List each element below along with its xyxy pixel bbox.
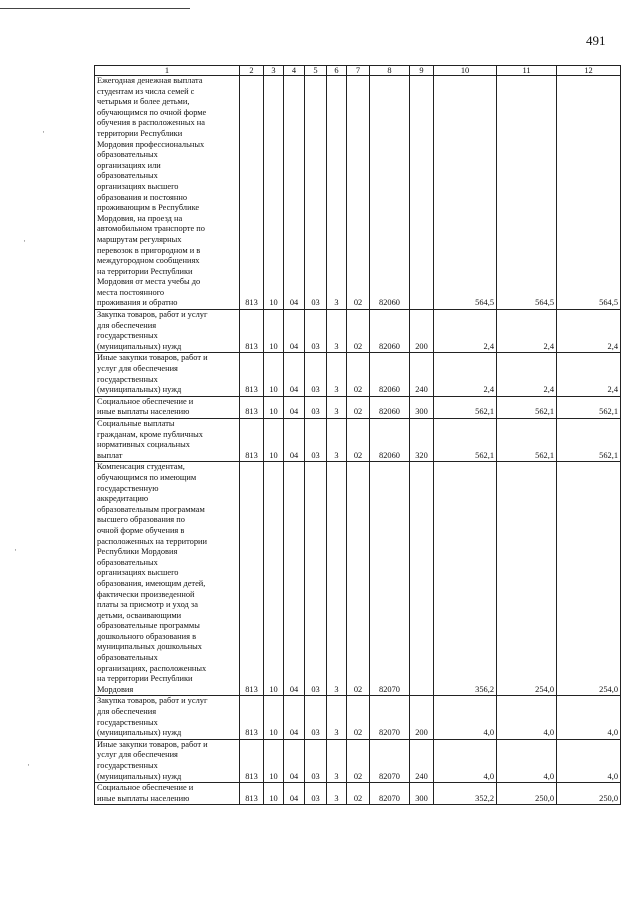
description-line: образования и постоянно xyxy=(97,192,188,202)
table-cell: 320 xyxy=(410,419,434,462)
row-description xyxy=(95,310,240,353)
table-cell: 03 xyxy=(305,462,327,696)
table-cell: 564,5 xyxy=(557,76,621,310)
description-line: (муниципальных) нужд xyxy=(97,385,182,395)
table-cell: 300 xyxy=(410,783,434,805)
table-cell: 2,4 xyxy=(434,310,497,353)
top-rule xyxy=(0,8,190,9)
table-cell: 813 xyxy=(240,76,264,310)
table-cell: 813 xyxy=(240,396,264,418)
table-cell: 352,2 xyxy=(434,783,497,805)
description-line: территории Республики xyxy=(97,128,183,138)
page-number: 491 xyxy=(586,33,606,48)
table-cell: 3 xyxy=(327,462,347,696)
table-row xyxy=(95,353,621,396)
table-cell: 3 xyxy=(327,310,347,353)
description-line: образовательных xyxy=(97,653,158,663)
table-cell: 250,0 xyxy=(557,783,621,805)
description-line: иные выплаты населению xyxy=(97,793,190,803)
margin-mark: · xyxy=(42,127,45,137)
table-cell: 564,5 xyxy=(434,76,497,310)
description-line: Республики Мордовия xyxy=(97,547,178,557)
description-line: расположенных на территории xyxy=(97,536,208,546)
description-line: платы за присмотр и уход за xyxy=(97,600,198,610)
table-cell xyxy=(410,462,434,696)
table-cell: 564,5 xyxy=(497,76,557,310)
table-cell: 03 xyxy=(305,739,327,782)
table-cell: 4,0 xyxy=(497,696,557,739)
description-line: государственных xyxy=(97,374,158,384)
table-cell: 03 xyxy=(305,310,327,353)
table-cell: 254,0 xyxy=(557,462,621,696)
table-row xyxy=(95,783,621,805)
header-row xyxy=(95,66,621,76)
table-cell: 03 xyxy=(305,783,327,805)
header-cell: 9 xyxy=(410,66,434,76)
row-description xyxy=(95,419,240,462)
table-cell: 04 xyxy=(284,462,305,696)
margin-mark: · xyxy=(27,760,30,770)
margin-mark: · xyxy=(14,545,17,555)
table-cell: 02 xyxy=(347,739,370,782)
description-line: студентам из числа семей с xyxy=(97,86,195,96)
table-cell: 03 xyxy=(305,696,327,739)
header-cell: 6 xyxy=(327,66,347,76)
description-line: образовательным программам xyxy=(97,504,205,514)
row-description xyxy=(95,76,240,310)
description-line: образовательные программы xyxy=(97,621,200,631)
description-line: Закупка товаров, работ и услуг xyxy=(97,696,208,706)
table-cell: 82060 xyxy=(370,76,410,310)
row-description xyxy=(95,696,240,739)
table-cell: 10 xyxy=(264,353,284,396)
table-cell: 2,4 xyxy=(434,353,497,396)
table-cell: 2,4 xyxy=(557,310,621,353)
header-cell: 1 xyxy=(95,66,240,76)
table-cell: 3 xyxy=(327,696,347,739)
table-cell: 03 xyxy=(305,419,327,462)
description-line: проживания и обратно xyxy=(97,298,178,308)
table-cell: 10 xyxy=(264,739,284,782)
table-cell: 3 xyxy=(327,419,347,462)
margin-mark: · xyxy=(23,236,26,246)
row-description xyxy=(95,353,240,396)
description-line: Мордовия профессиональных xyxy=(97,139,205,149)
table-cell: 10 xyxy=(264,76,284,310)
table-cell: 04 xyxy=(284,696,305,739)
description-line: Социальные выплаты xyxy=(97,419,175,428)
row-description xyxy=(95,396,240,418)
description-line: Социальное обеспечение и xyxy=(97,783,194,793)
description-line: обучающимся по имеющим xyxy=(97,472,197,482)
description-line: Компенсация студентам, xyxy=(97,462,185,472)
header-cell: 3 xyxy=(264,66,284,76)
table-cell: 02 xyxy=(347,76,370,310)
table-cell: 200 xyxy=(410,310,434,353)
description-line: образования, имеющим детей, xyxy=(97,578,206,588)
table-cell: 82060 xyxy=(370,396,410,418)
table-cell: 10 xyxy=(264,396,284,418)
table-cell: 04 xyxy=(284,419,305,462)
table-cell: 250,0 xyxy=(497,783,557,805)
description-line: места постоянного xyxy=(97,287,165,297)
row-description xyxy=(95,783,240,805)
table-cell: 10 xyxy=(264,310,284,353)
description-line: детьми, осваивающими xyxy=(97,610,182,620)
description-line: государственных xyxy=(97,331,158,341)
table-cell: 813 xyxy=(240,739,264,782)
description-line: государственных xyxy=(97,717,158,727)
description-line: организациях, расположенных xyxy=(97,663,207,673)
table-cell: 10 xyxy=(264,419,284,462)
table-cell: 10 xyxy=(264,783,284,805)
description-line: организациях или xyxy=(97,160,161,170)
description-line: гражданам, кроме публичных xyxy=(97,429,203,439)
table-cell: 04 xyxy=(284,739,305,782)
table-cell: 82060 xyxy=(370,353,410,396)
description-line: дошкольного образования в xyxy=(97,631,197,641)
table-cell: 356,2 xyxy=(434,462,497,696)
header-cell: 4 xyxy=(284,66,305,76)
table-row xyxy=(95,76,621,310)
description-line: образовательных xyxy=(97,557,158,567)
description-line: организациях высшего xyxy=(97,568,179,578)
table-cell: 4,0 xyxy=(557,696,621,739)
table-cell: 3 xyxy=(327,353,347,396)
table-row xyxy=(95,419,621,462)
header-cell: 11 xyxy=(497,66,557,76)
table-cell: 02 xyxy=(347,696,370,739)
table-cell: 04 xyxy=(284,353,305,396)
description-line: автомобильном транспорте по xyxy=(97,224,205,234)
description-line: для обеспечения xyxy=(97,707,157,717)
table-cell: 200 xyxy=(410,696,434,739)
table-cell: 4,0 xyxy=(434,739,497,782)
description-line: Иные закупки товаров, работ и xyxy=(97,739,208,749)
table-cell: 813 xyxy=(240,310,264,353)
table-cell: 240 xyxy=(410,739,434,782)
description-line: Мордовия от места учебы до xyxy=(97,277,201,287)
description-line: Мордовия, на проезд на xyxy=(97,213,183,223)
description-line: образовательных xyxy=(97,150,158,160)
table-cell: 04 xyxy=(284,783,305,805)
table-cell: 300 xyxy=(410,396,434,418)
table-cell: 254,0 xyxy=(497,462,557,696)
table-cell: 2,4 xyxy=(497,310,557,353)
row-description xyxy=(95,462,240,696)
description-line: нормативных социальных xyxy=(97,440,190,450)
table-cell: 4,0 xyxy=(497,739,557,782)
table-cell: 562,1 xyxy=(497,419,557,462)
table-cell: 02 xyxy=(347,310,370,353)
budget-table xyxy=(94,65,621,805)
table-cell: 3 xyxy=(327,783,347,805)
header-cell: 2 xyxy=(240,66,264,76)
table-cell: 240 xyxy=(410,353,434,396)
description-line: организациях высшего xyxy=(97,181,179,191)
table-cell: 2,4 xyxy=(557,353,621,396)
table-cell: 562,1 xyxy=(497,396,557,418)
table-cell: 562,1 xyxy=(557,396,621,418)
description-line: Социальное обеспечение и xyxy=(97,396,194,406)
table-cell: 3 xyxy=(327,76,347,310)
table-cell: 04 xyxy=(284,396,305,418)
description-line: Закупка товаров, работ и услуг xyxy=(97,310,208,320)
table-cell: 02 xyxy=(347,783,370,805)
description-line: перевозок в пригородном и в xyxy=(97,245,201,255)
table-cell: 10 xyxy=(264,462,284,696)
table-row xyxy=(95,396,621,418)
description-line: междугородном сообщениях xyxy=(97,256,200,266)
description-line: выплат xyxy=(97,450,123,460)
table-cell: 02 xyxy=(347,396,370,418)
table-row xyxy=(95,696,621,739)
table-cell: 813 xyxy=(240,353,264,396)
header-cell: 7 xyxy=(347,66,370,76)
table-cell: 82060 xyxy=(370,419,410,462)
description-line: на территории Республики xyxy=(97,266,193,276)
description-line: Ежегодная денежная выплата xyxy=(97,76,203,85)
table-cell xyxy=(410,76,434,310)
description-line: (муниципальных) нужд xyxy=(97,341,182,351)
description-line: очной форме обучения в xyxy=(97,525,185,535)
description-line: проживающим в Республике xyxy=(97,203,200,213)
table-cell: 10 xyxy=(264,696,284,739)
table-cell: 03 xyxy=(305,353,327,396)
table-row xyxy=(95,739,621,782)
description-line: образовательных xyxy=(97,171,158,181)
table-cell: 562,1 xyxy=(557,419,621,462)
description-line: обучения в расположенных на xyxy=(97,118,206,128)
table-cell: 813 xyxy=(240,783,264,805)
description-line: для обеспечения xyxy=(97,320,157,330)
table-cell: 02 xyxy=(347,462,370,696)
description-line: услуг для обеспечения xyxy=(97,364,178,374)
table-cell: 813 xyxy=(240,419,264,462)
table-row xyxy=(95,310,621,353)
table-cell: 82070 xyxy=(370,783,410,805)
description-line: иные выплаты населению xyxy=(97,407,190,417)
table-cell: 03 xyxy=(305,396,327,418)
description-line: услуг для обеспечения xyxy=(97,750,178,760)
table-cell: 3 xyxy=(327,739,347,782)
description-line: четырьмя и более детьми, xyxy=(97,97,190,107)
description-line: муниципальных дошкольных xyxy=(97,642,202,652)
table-cell: 82070 xyxy=(370,462,410,696)
description-line: высшего образования по xyxy=(97,515,185,525)
table-cell: 04 xyxy=(284,76,305,310)
table-cell: 813 xyxy=(240,696,264,739)
description-line: (муниципальных) нужд xyxy=(97,771,182,781)
row-description xyxy=(95,739,240,782)
description-line: государственных xyxy=(97,761,158,770)
description-line: Мордовия xyxy=(97,684,134,694)
description-line: (муниципальных) нужд xyxy=(97,728,182,738)
table-cell: 813 xyxy=(240,462,264,696)
description-line: аккредитацию xyxy=(97,494,149,504)
table-cell: 4,0 xyxy=(557,739,621,782)
table-cell: 82070 xyxy=(370,739,410,782)
table-cell: 03 xyxy=(305,76,327,310)
description-line: на территории Республики xyxy=(97,674,193,684)
description-line: фактически произведенной xyxy=(97,589,195,599)
table-row xyxy=(95,462,621,696)
table-cell: 3 xyxy=(327,396,347,418)
table-cell: 4,0 xyxy=(434,696,497,739)
header-cell: 12 xyxy=(557,66,621,76)
table-cell: 04 xyxy=(284,310,305,353)
description-line: государственную xyxy=(97,483,159,493)
description-line: Иные закупки товаров, работ и xyxy=(97,353,208,363)
table-cell: 82060 xyxy=(370,310,410,353)
table-cell: 02 xyxy=(347,353,370,396)
header-cell: 5 xyxy=(305,66,327,76)
description-line: обучающимся по очной форме xyxy=(97,107,207,117)
table-cell: 02 xyxy=(347,419,370,462)
table-cell: 2,4 xyxy=(497,353,557,396)
header-cell: 10 xyxy=(434,66,497,76)
table-cell: 82070 xyxy=(370,696,410,739)
table-cell: 562,1 xyxy=(434,419,497,462)
header-cell: 8 xyxy=(370,66,410,76)
table-cell: 562,1 xyxy=(434,396,497,418)
description-line: маршрутам регулярных xyxy=(97,234,182,244)
